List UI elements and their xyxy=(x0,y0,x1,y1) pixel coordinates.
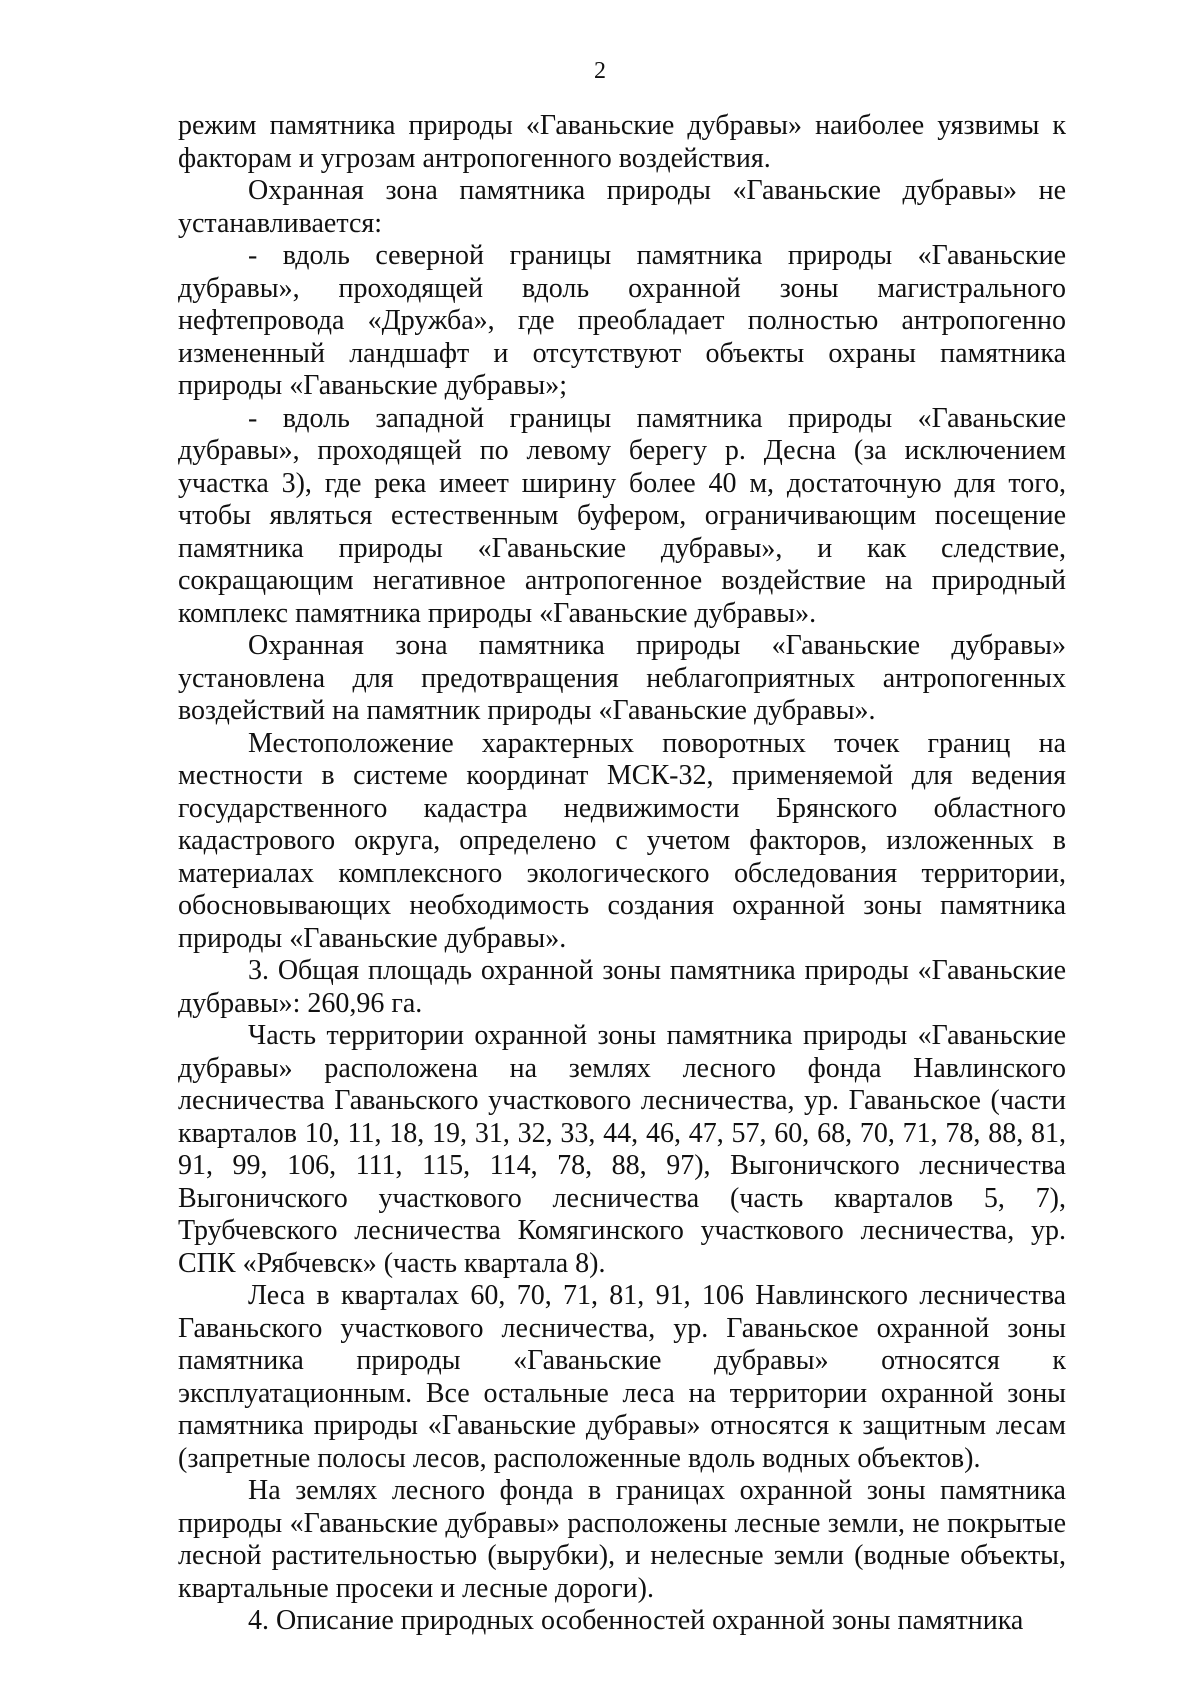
paragraph: Охранная зона памятника природы «Гаваньские дубравы» не устанавливается: xyxy=(178,175,1066,239)
document-body xyxy=(178,110,1066,1638)
paragraph: Часть территории охранной зоны памятника природы «Гаваньские дубравы» расположена на землях лесного фонда Навлинского лесничества Гаваньского участкового лесничества, ур. Гаваньское (части кварталов 10, 11, 18, 19, 31, 32, 33, 44, 46, 47, 57, 60, 68, 70, 71, 78, 88, 81, 91, 99, 106, 111, 115, 114, 78, 88, 97), Выгоничского лесничества Выгоничского участкового лесничества (часть кварталов 5, 7), Трубчевского лесничества Комягинского участкового лесничества, ур. СПК «Рябчевск» (часть квартала 8). xyxy=(178,1020,1066,1279)
paragraph: На землях лесного фонда в границах охранной зоны памятника природы «Гаваньские дубравы» расположены лесные земли, не покрытые лесной растительностью (вырубки), и нелесные земли (водные объекты, квартальные просеки и лесные дороги). xyxy=(178,1475,1066,1604)
paragraph: 3. Общая площадь охранной зоны памятника природы «Гаваньские дубравы»: 260,96 га. xyxy=(178,955,1066,1019)
paragraph: режим памятника природы «Гаваньские дубравы» наиболее уязвимы к факторам и угрозам антропогенного воздействия. xyxy=(178,110,1066,174)
list-item: - вдоль западной границы памятника природы «Гаваньские дубравы», проходящей по левому берегу р. Десна (за исключением участка 3), где река имеет ширину более 40 м, достаточную для того, чтобы являться естественным буфером, ограничивающим посещение памятника природы «Гаваньские дубравы», и как следствие, сокращающим негативное антропогенное воздействие на природный комплекс памятника природы «Гаваньские дубравы». xyxy=(178,402,1066,629)
paragraph: Местоположение характерных поворотных точек границ на местности в системе координат МСК-32, применяемой для ведения государственного кадастра недвижимости Брянского областного кадастрового округа, определено с учетом факторов, изложенных в материалах комплексного экологического обследования территории, обосновывающих необходимость создания охранной зоны памятника природы «Гаваньские дубравы». xyxy=(178,727,1066,954)
page-number: 2 xyxy=(594,58,606,84)
list-item: - вдоль северной границы памятника природы «Гаваньские дубравы», проходящей вдоль охранной зоны магистрального нефтепровода «Дружба», где преобладает полностью антропогенно измененный ландшафт и отсутствуют объекты охраны памятника природы «Гаваньские дубравы»; xyxy=(178,240,1066,401)
paragraph: Леса в кварталах 60, 70, 71, 81, 91, 106 Навлинского лесничества Гаваньского участкового лесничества, ур. Гаваньское охранной зоны памятника природы «Гаваньские дубравы» относятся к эксплуатационным. Все остальные леса на территории охранной зоны памятника природы «Гаваньские дубравы» относятся к защитным лесам (запретные полосы лесов, расположенные вдоль водных объектов). xyxy=(178,1280,1066,1474)
paragraph: Охранная зона памятника природы «Гаваньские дубравы» установлена для предотвращения неблагоприятных антропогенных воздействий на памятник природы «Гаваньские дубравы». xyxy=(178,630,1066,726)
paragraph: 4. Описание природных особенностей охранной зоны памятника xyxy=(248,1605,1024,1636)
